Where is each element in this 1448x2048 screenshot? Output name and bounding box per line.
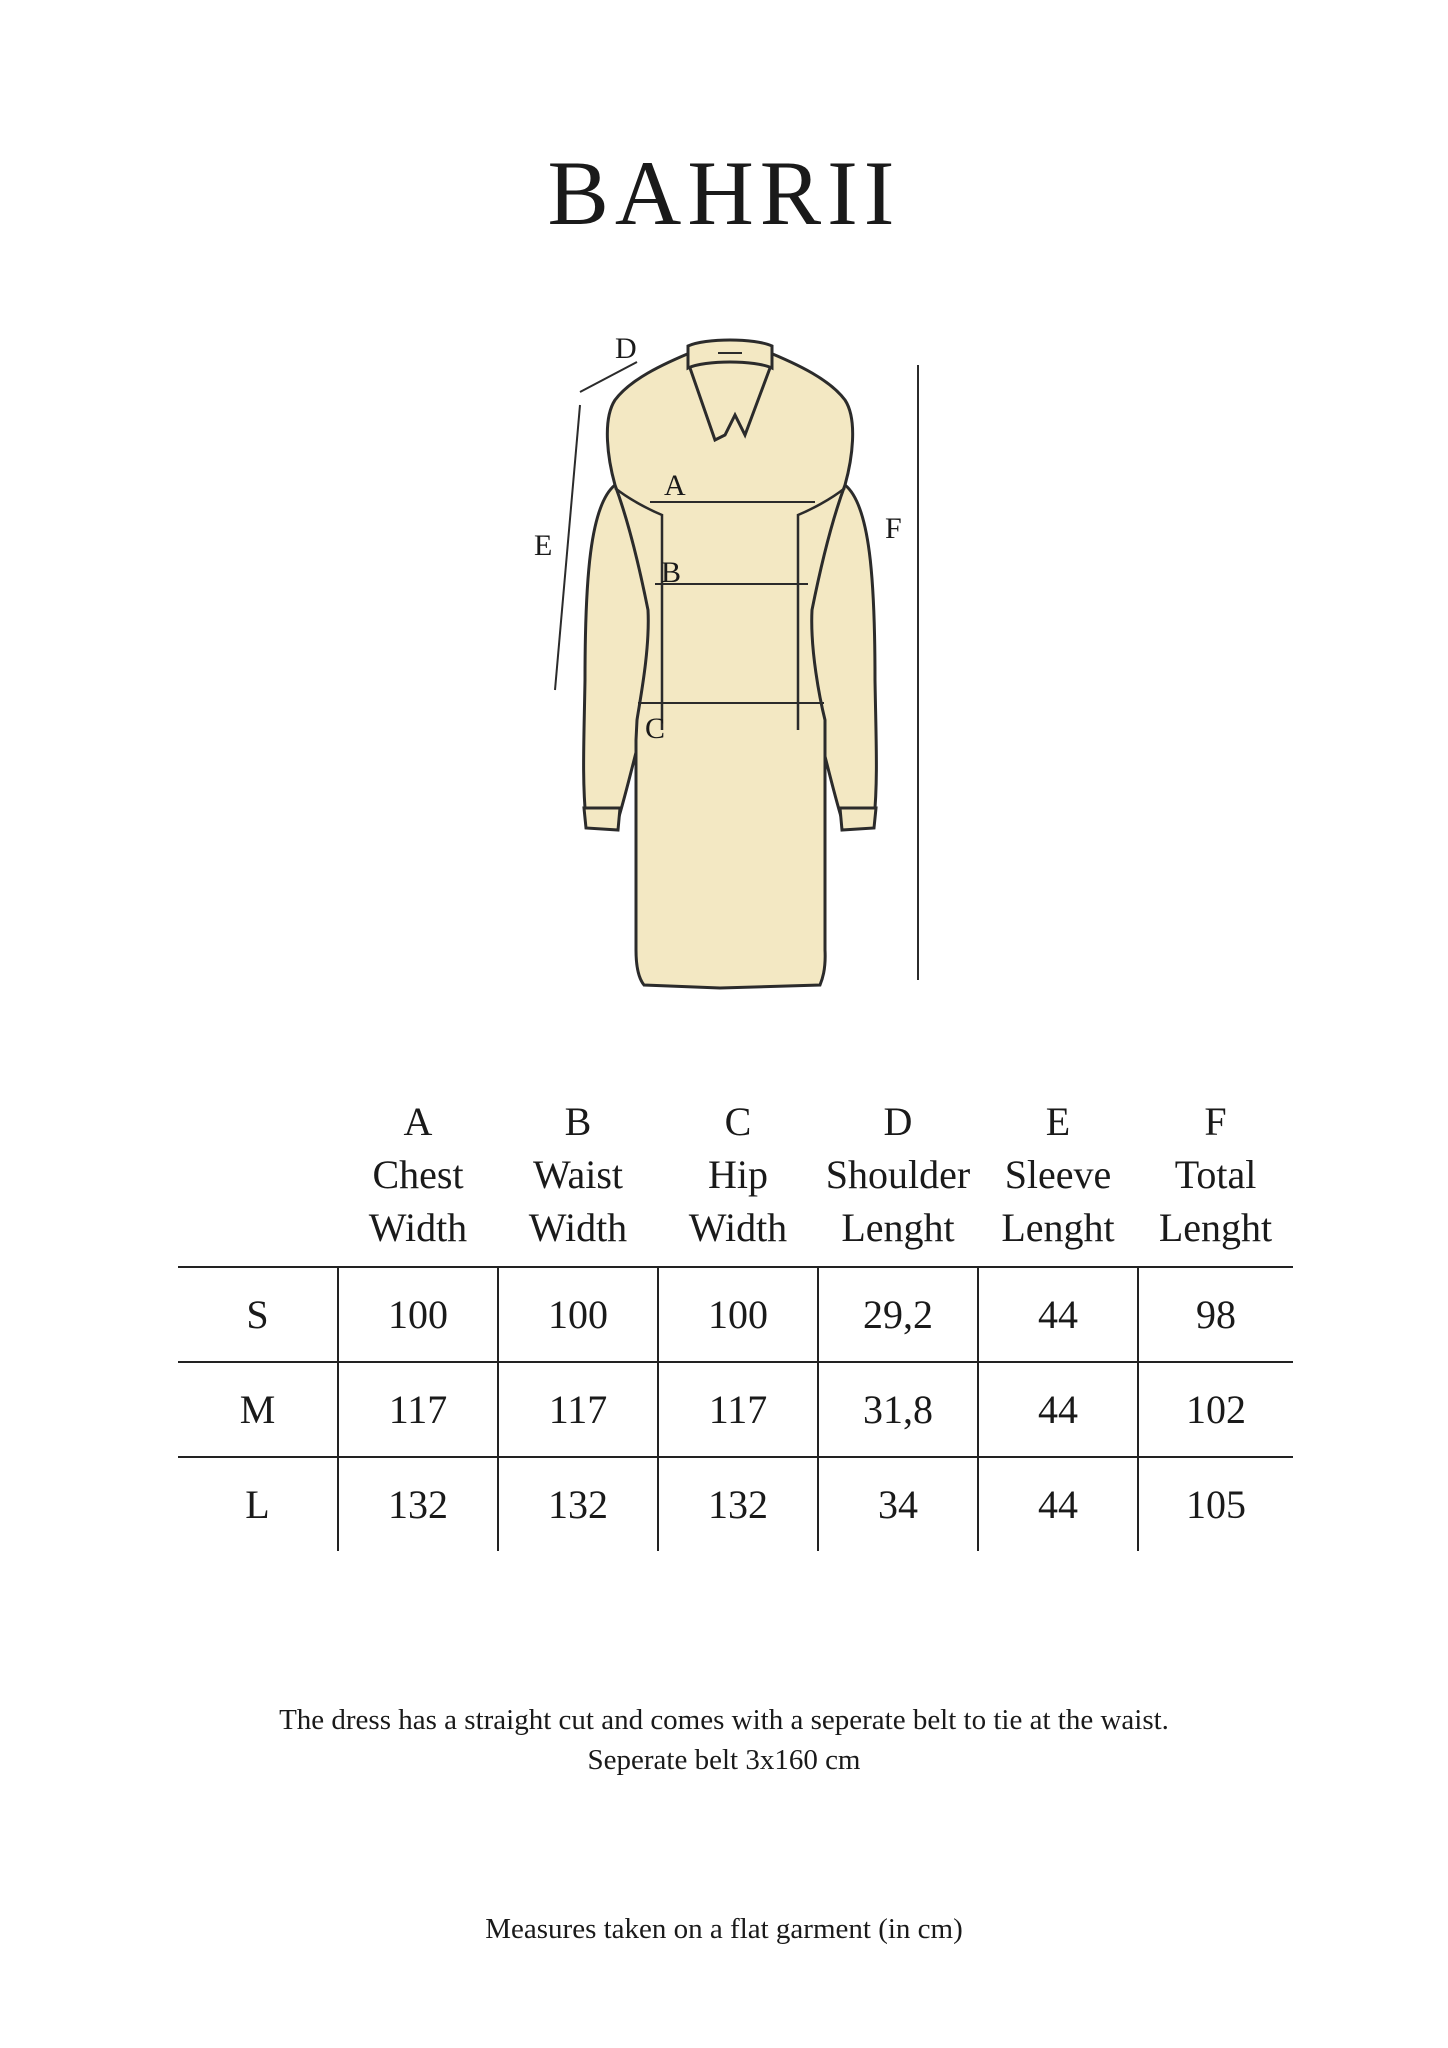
label-e: E — [534, 529, 553, 562]
dress-diagram — [520, 320, 940, 1000]
column-header-d: D Shoulder Lenght — [818, 1095, 978, 1267]
value-cell: 34 — [818, 1457, 978, 1551]
value-cell: 44 — [978, 1267, 1138, 1362]
label-a: A — [664, 469, 686, 502]
label-d: D — [615, 332, 637, 365]
size-cell: M — [178, 1362, 338, 1457]
dress-illustration — [520, 320, 940, 1000]
size-cell: S — [178, 1267, 338, 1362]
column-header-e: E Sleeve Lenght — [978, 1095, 1138, 1267]
dress-body — [607, 350, 852, 988]
value-cell: 132 — [338, 1457, 498, 1551]
table-header-row — [178, 1095, 1293, 1267]
value-cell: 44 — [978, 1362, 1138, 1457]
description-line-1: The dress has a straight cut and comes with a seperate belt to tie at the waist. — [279, 1704, 1169, 1736]
left-cuff — [584, 808, 620, 830]
table-row — [178, 1267, 1293, 1362]
description-line-2: Seperate belt 3x160 cm — [587, 1744, 861, 1776]
size-cell: L — [245, 1482, 270, 1527]
value-cell: 100 — [658, 1267, 818, 1362]
value-cell: 44 — [978, 1457, 1138, 1551]
value-cell: 132 — [498, 1457, 658, 1551]
footer-note: Measures taken on a flat garment (in cm) — [485, 1913, 963, 1945]
size-chart-table — [178, 1095, 1293, 1551]
description-note — [0, 1700, 1448, 1780]
value-cell: 102 — [1138, 1362, 1293, 1457]
column-header-a: A Chest Width — [338, 1095, 498, 1267]
value-cell: 29,2 — [818, 1267, 978, 1362]
value-cell: 117 — [498, 1362, 658, 1457]
value-cell: 132 — [658, 1457, 818, 1551]
value-cell: 100 — [338, 1267, 498, 1362]
value-cell: 105 — [1138, 1457, 1293, 1551]
value-cell: 117 — [658, 1362, 818, 1457]
value-cell: 98 — [1138, 1267, 1293, 1362]
column-header-b: B Waist Width — [498, 1095, 658, 1267]
value-cell: 117 — [338, 1362, 498, 1457]
label-b: B — [661, 556, 682, 589]
table-row — [178, 1457, 1293, 1551]
column-header-c: C Hip Width — [658, 1095, 818, 1267]
right-cuff — [840, 808, 876, 830]
value-cell: 100 — [498, 1267, 658, 1362]
label-c: C — [645, 712, 666, 745]
size-column-header — [178, 1095, 338, 1267]
page-title: BAHRII — [547, 142, 901, 244]
table-row — [178, 1362, 1293, 1457]
column-header-f: F Total Lenght — [1138, 1095, 1293, 1267]
sleeve-length-line — [555, 405, 580, 690]
value-cell: 31,8 — [818, 1362, 978, 1457]
label-f: F — [885, 512, 902, 545]
